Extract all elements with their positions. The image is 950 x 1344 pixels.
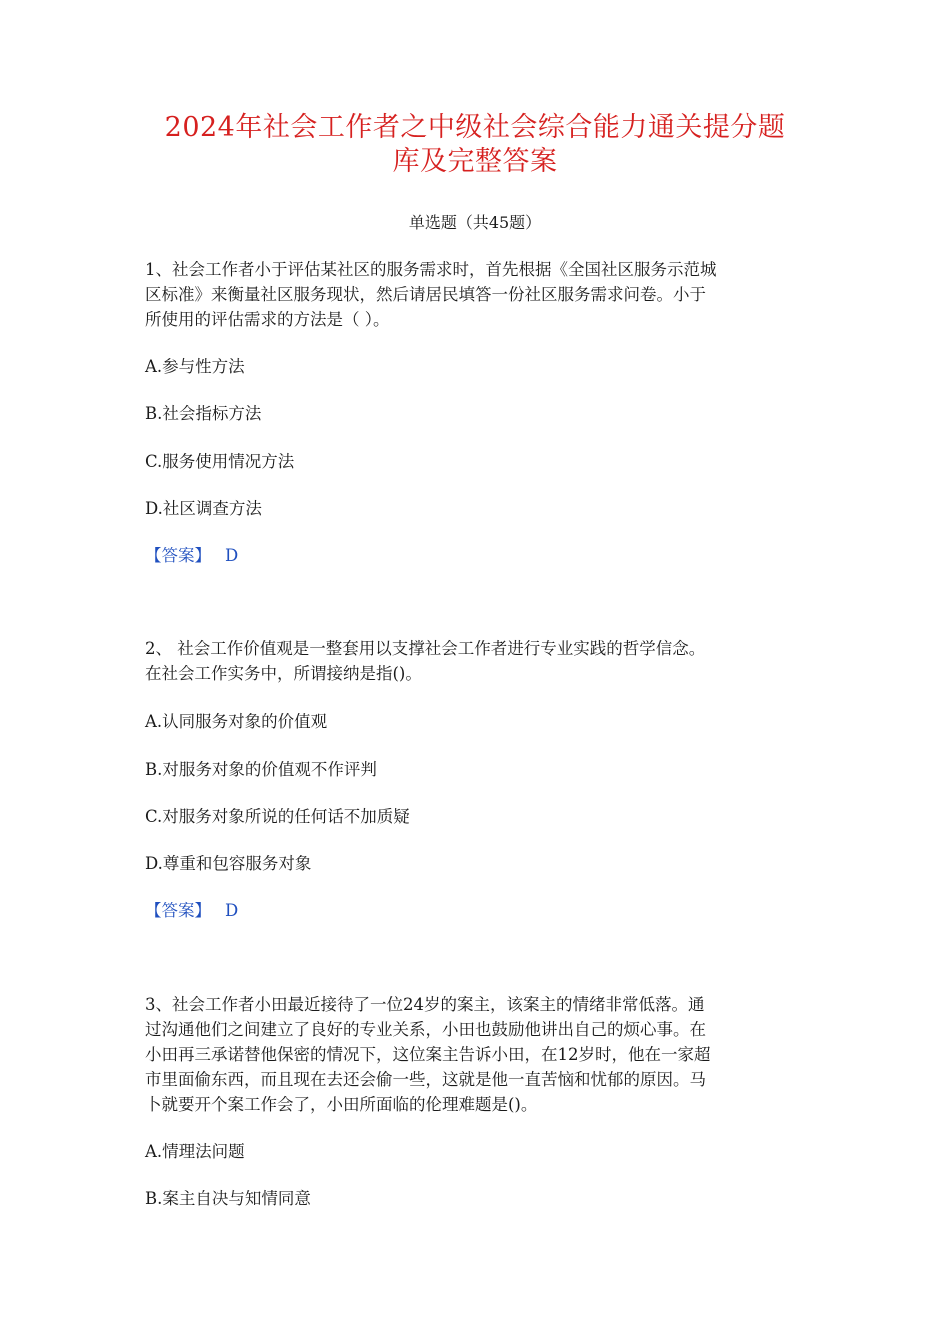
question-1-stem-line-3: 所使用的评估需求的方法是（ ）。 [145, 310, 390, 329]
question-3-stem-line-2: 过沟通他们之间建立了良好的专业关系，小田也鼓励他讲出自己的烦心事。在 [145, 1020, 706, 1039]
question-3-option-a: A.情理法问题 [145, 1142, 245, 1161]
answer-value: D [225, 901, 239, 920]
question-2-option-c: C.对服务对象所说的任何话不加质疑 [145, 807, 410, 826]
document-title-line1: 2024年社会工作者之中级社会综合能力通关提分题 [164, 112, 786, 143]
question-2-stem-line-2: 在社会工作实务中，所谓接纳是指()。 [145, 664, 422, 683]
section-heading: 单选题（共45题） [408, 213, 542, 232]
question-2-option-d: D.尊重和包容服务对象 [145, 854, 312, 873]
question-1-stem-line-1: 1、社会工作者小于评估某社区的服务需求时，首先根据《全国社区服务示范城 [145, 260, 717, 279]
question-1-option-a: A.参与性方法 [145, 357, 245, 376]
question-3-stem-line-3: 小田再三承诺替他保密的情况下，这位案主告诉小田，在12岁时，他在一家超 [145, 1045, 711, 1064]
question-1-option-c: C.服务使用情况方法 [145, 452, 295, 471]
question-1-answer [145, 544, 238, 568]
answer-value: D [225, 546, 239, 565]
question-2-answer [145, 899, 238, 923]
answer-label: 【答案】 [145, 546, 211, 565]
question-2-option-a: A.认同服务对象的价值观 [145, 712, 328, 731]
question-3-option-b: B.案主自决与知情同意 [145, 1189, 311, 1208]
question-3-stem-line-4: 市里面偷东西，而且现在去还会偷一些，这就是他一直苦恼和忧郁的原因。马 [145, 1070, 706, 1089]
question-1-option-d: D.社区调查方法 [145, 499, 262, 518]
question-2-stem-line-1: 2、 社会工作价值观是一整套用以支撑社会工作者进行专业实践的哲学信念。 [145, 639, 706, 658]
question-1-option-b: B.社会指标方法 [145, 404, 262, 423]
answer-label: 【答案】 [145, 901, 211, 920]
question-3-stem-line-5: 卜就要开个案工作会了，小田所面临的伦理难题是()。 [145, 1095, 538, 1114]
question-2-option-b: B.对服务对象的价值观不作评判 [145, 760, 377, 779]
question-1-stem-line-2: 区标准》来衡量社区服务现状，然后请居民填答一份社区服务需求问卷。小于 [145, 285, 706, 304]
document-title-line2: 库及完整答案 [392, 146, 558, 177]
question-3-stem-line-1: 3、社会工作者小田最近接待了一位24岁的案主，该案主的情绪非常低落。通 [145, 995, 705, 1014]
